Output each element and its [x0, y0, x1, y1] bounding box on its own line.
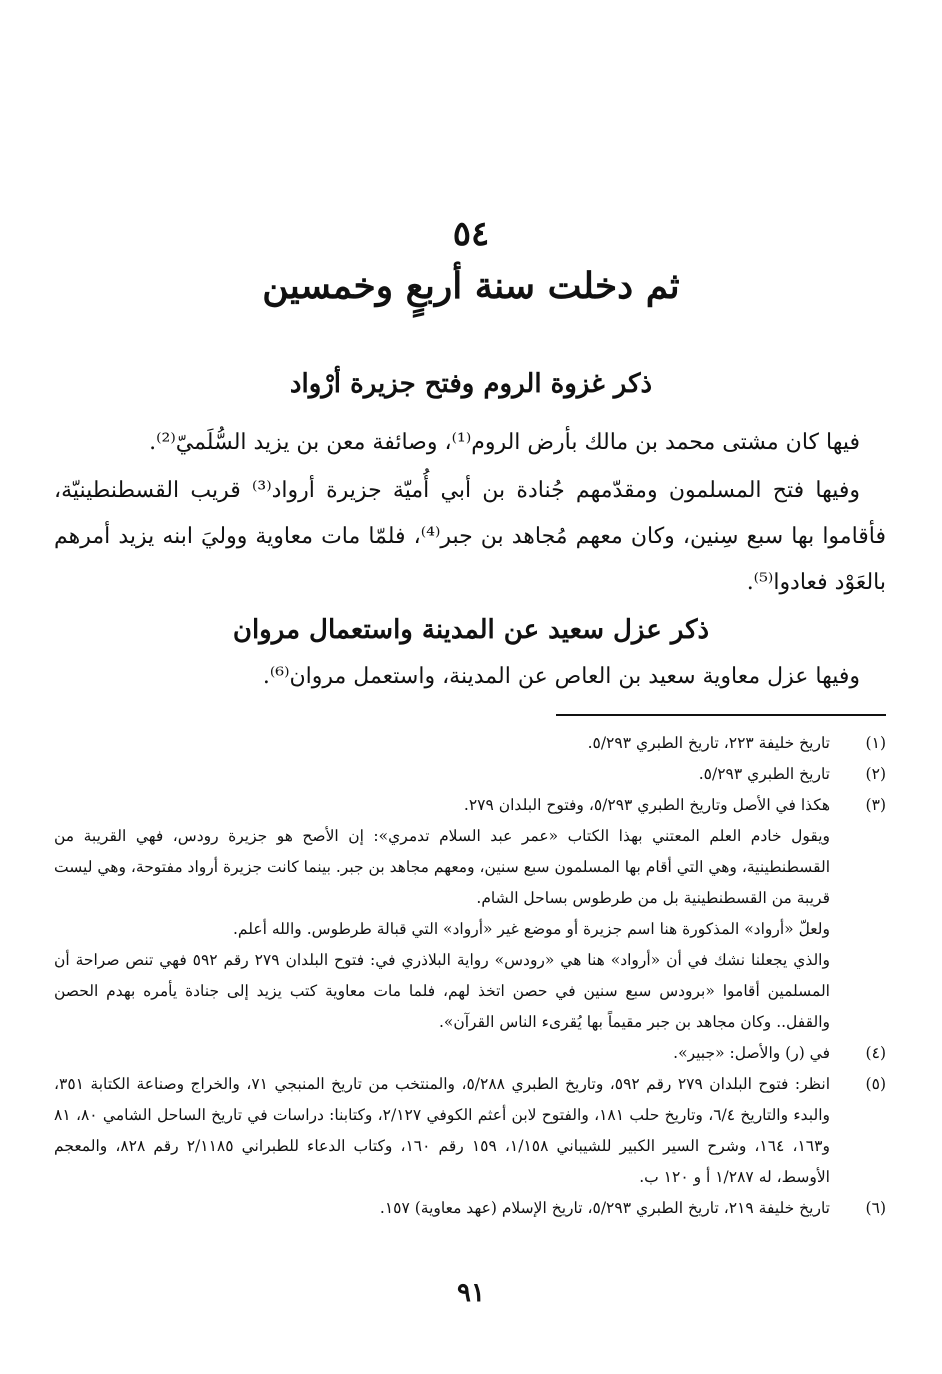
- footnote-paragraph: في (ر) والأصل: «جبير».: [673, 1044, 830, 1062]
- footnote: [54, 1038, 886, 1069]
- paragraph-winter-campaign: فيها كان مشتى محمد بن مالك بأرض الروم⁽¹⁾، وصائفة معن بن يزيد السُّلَميّ⁽²⁾.: [149, 430, 860, 455]
- footnote-number: (٤): [865, 1044, 886, 1062]
- footnote: [54, 1193, 886, 1224]
- footnote-separator: [556, 714, 886, 716]
- footnote-number: (٥): [865, 1075, 886, 1093]
- paragraph-marwan-appointment: وفيها عزل معاوية سعيد بن العاص عن المدينة، واستعمل مروان⁽⁶⁾.: [262, 664, 860, 689]
- footnote-text: [54, 759, 830, 790]
- footnote-paragraph: تاريخ الطبري ٥/٢٩٣.: [698, 765, 830, 783]
- footnote-text: [54, 728, 830, 759]
- footnote-number: (٣): [865, 796, 886, 814]
- footnote-paragraph: ولعلّ «أرواد» المذكورة هنا اسم جزيرة أو موضع غير «أرواد» التي قبالة طرطوس. والله أعلم.: [232, 920, 830, 938]
- footnote: [54, 790, 886, 1038]
- footnote-paragraph: تاريخ خليفة ٢٢٣، تاريخ الطبري ٥/٢٩٣.: [587, 734, 830, 752]
- footnotes: [54, 728, 886, 1224]
- footnote-text: [54, 1038, 830, 1069]
- section-heading-raid: ذكر غزوة الروم وفتح جزيرة أرْواد: [289, 369, 653, 399]
- footnote-paragraph: والذي يجعلنا نشك في أن «أرواد» هنا هي «رودس» رواية البلاذري في: فتوح البلدان ٢٧٩ رقم ٥٩٢ فهي تنص صراحة أن المسلمين أقاموا «برودس سبع سنين في حصن اتخذ لهم، فلما مات معاوية كتب يزيد إلى جنادة يأمره بهدم الحصن والقفل.. وكان مجاهد بن جبر مقيماً بها يُقرىء الناس القرآن».: [54, 951, 830, 1031]
- chapter-number: ٥٤: [452, 214, 490, 254]
- footnote-number: (٦): [865, 1199, 886, 1217]
- paragraph-arwad-conquest: وفيها فتح المسلمون ومقدّمهم جُنادة بن أبي أُميّة جزيرة أرواد⁽³⁾ قريب القسطنطينيّة، فأقاموا بها سبع سِنين، وكان معهم مُجاهد بن جبر⁽⁴⁾، فلمّا مات معاوية ووليَ ابنه يزيد أمرهم بالعَوْد فعادوا⁽⁵⁾.: [54, 478, 887, 595]
- footnote-paragraph: انظر: فتوح البلدان ٢٧٩ رقم ٥٩٢، وتاريخ الطبري ٥/٢٨٨، والمنتخب من تاريخ المنبجي ٧١، والخراج وصناعة الكتابة ٣٥١، والبدء والتاريخ ٦/٤، وتاريخ حلب ١٨١، والفتوح لابن أعثم الكوفي ٢/١٢٧، وكتابنا: دراسات في تاريخ الساحل الشامي ٨٠، ٨١ و١٦٣، ١٦٤، وشرح السير الكبير للشيباني ١/١٥٨، ١٥٩ رقم ١٦٠، وكتاب الدعاء للطبراني ٢/١١٨٥ رقم ٨٢٨، والمعجم الأوسط، له ١/٢٨٧ أ و ١٢٠ ب.: [54, 1075, 831, 1186]
- footnote-paragraph: هكذا في الأصل وتاريخ الطبري ٥/٢٩٣، وفتوح البلدان ٢٧٩.: [463, 796, 830, 814]
- section-heading-dismissal: ذكر عزل سعيد عن المدينة واستعمال مروان: [232, 615, 710, 645]
- footnote-text: [54, 1193, 830, 1224]
- footnote-text: [54, 1069, 830, 1193]
- footnote: [54, 728, 886, 759]
- footnote: [54, 759, 886, 790]
- footnote-paragraph: ويقول خادم العلم المعتني بهذا الكتاب «عمر عبد السلام تدمري»: إن الأصح هو جزيرة رودس، فهي القريبة من القسطنطينية، وهي التي أقام بها المسلمون سبع سنين، ومعهم مجاهد بن جبر. بينما كانت جزيرة أرواد مفتوحة، وهي ليست قريبة من القسطنطينية بل من طرطوس بساحل الشام.: [54, 827, 830, 907]
- page-number: ٩١: [457, 1278, 485, 1308]
- footnote: [54, 1069, 886, 1193]
- footnote-number: (٢): [865, 765, 886, 783]
- footnote-text: [54, 790, 830, 1038]
- chapter-title: ثم دخلت سنة أربعٍ وخمسين: [262, 265, 680, 307]
- footnote-number: (١): [865, 734, 886, 752]
- footnote-paragraph: تاريخ خليفة ٢١٩، تاريخ الطبري ٥/٢٩٣، تاريخ الإسلام (عهد معاوية) ١٥٧.: [379, 1199, 830, 1217]
